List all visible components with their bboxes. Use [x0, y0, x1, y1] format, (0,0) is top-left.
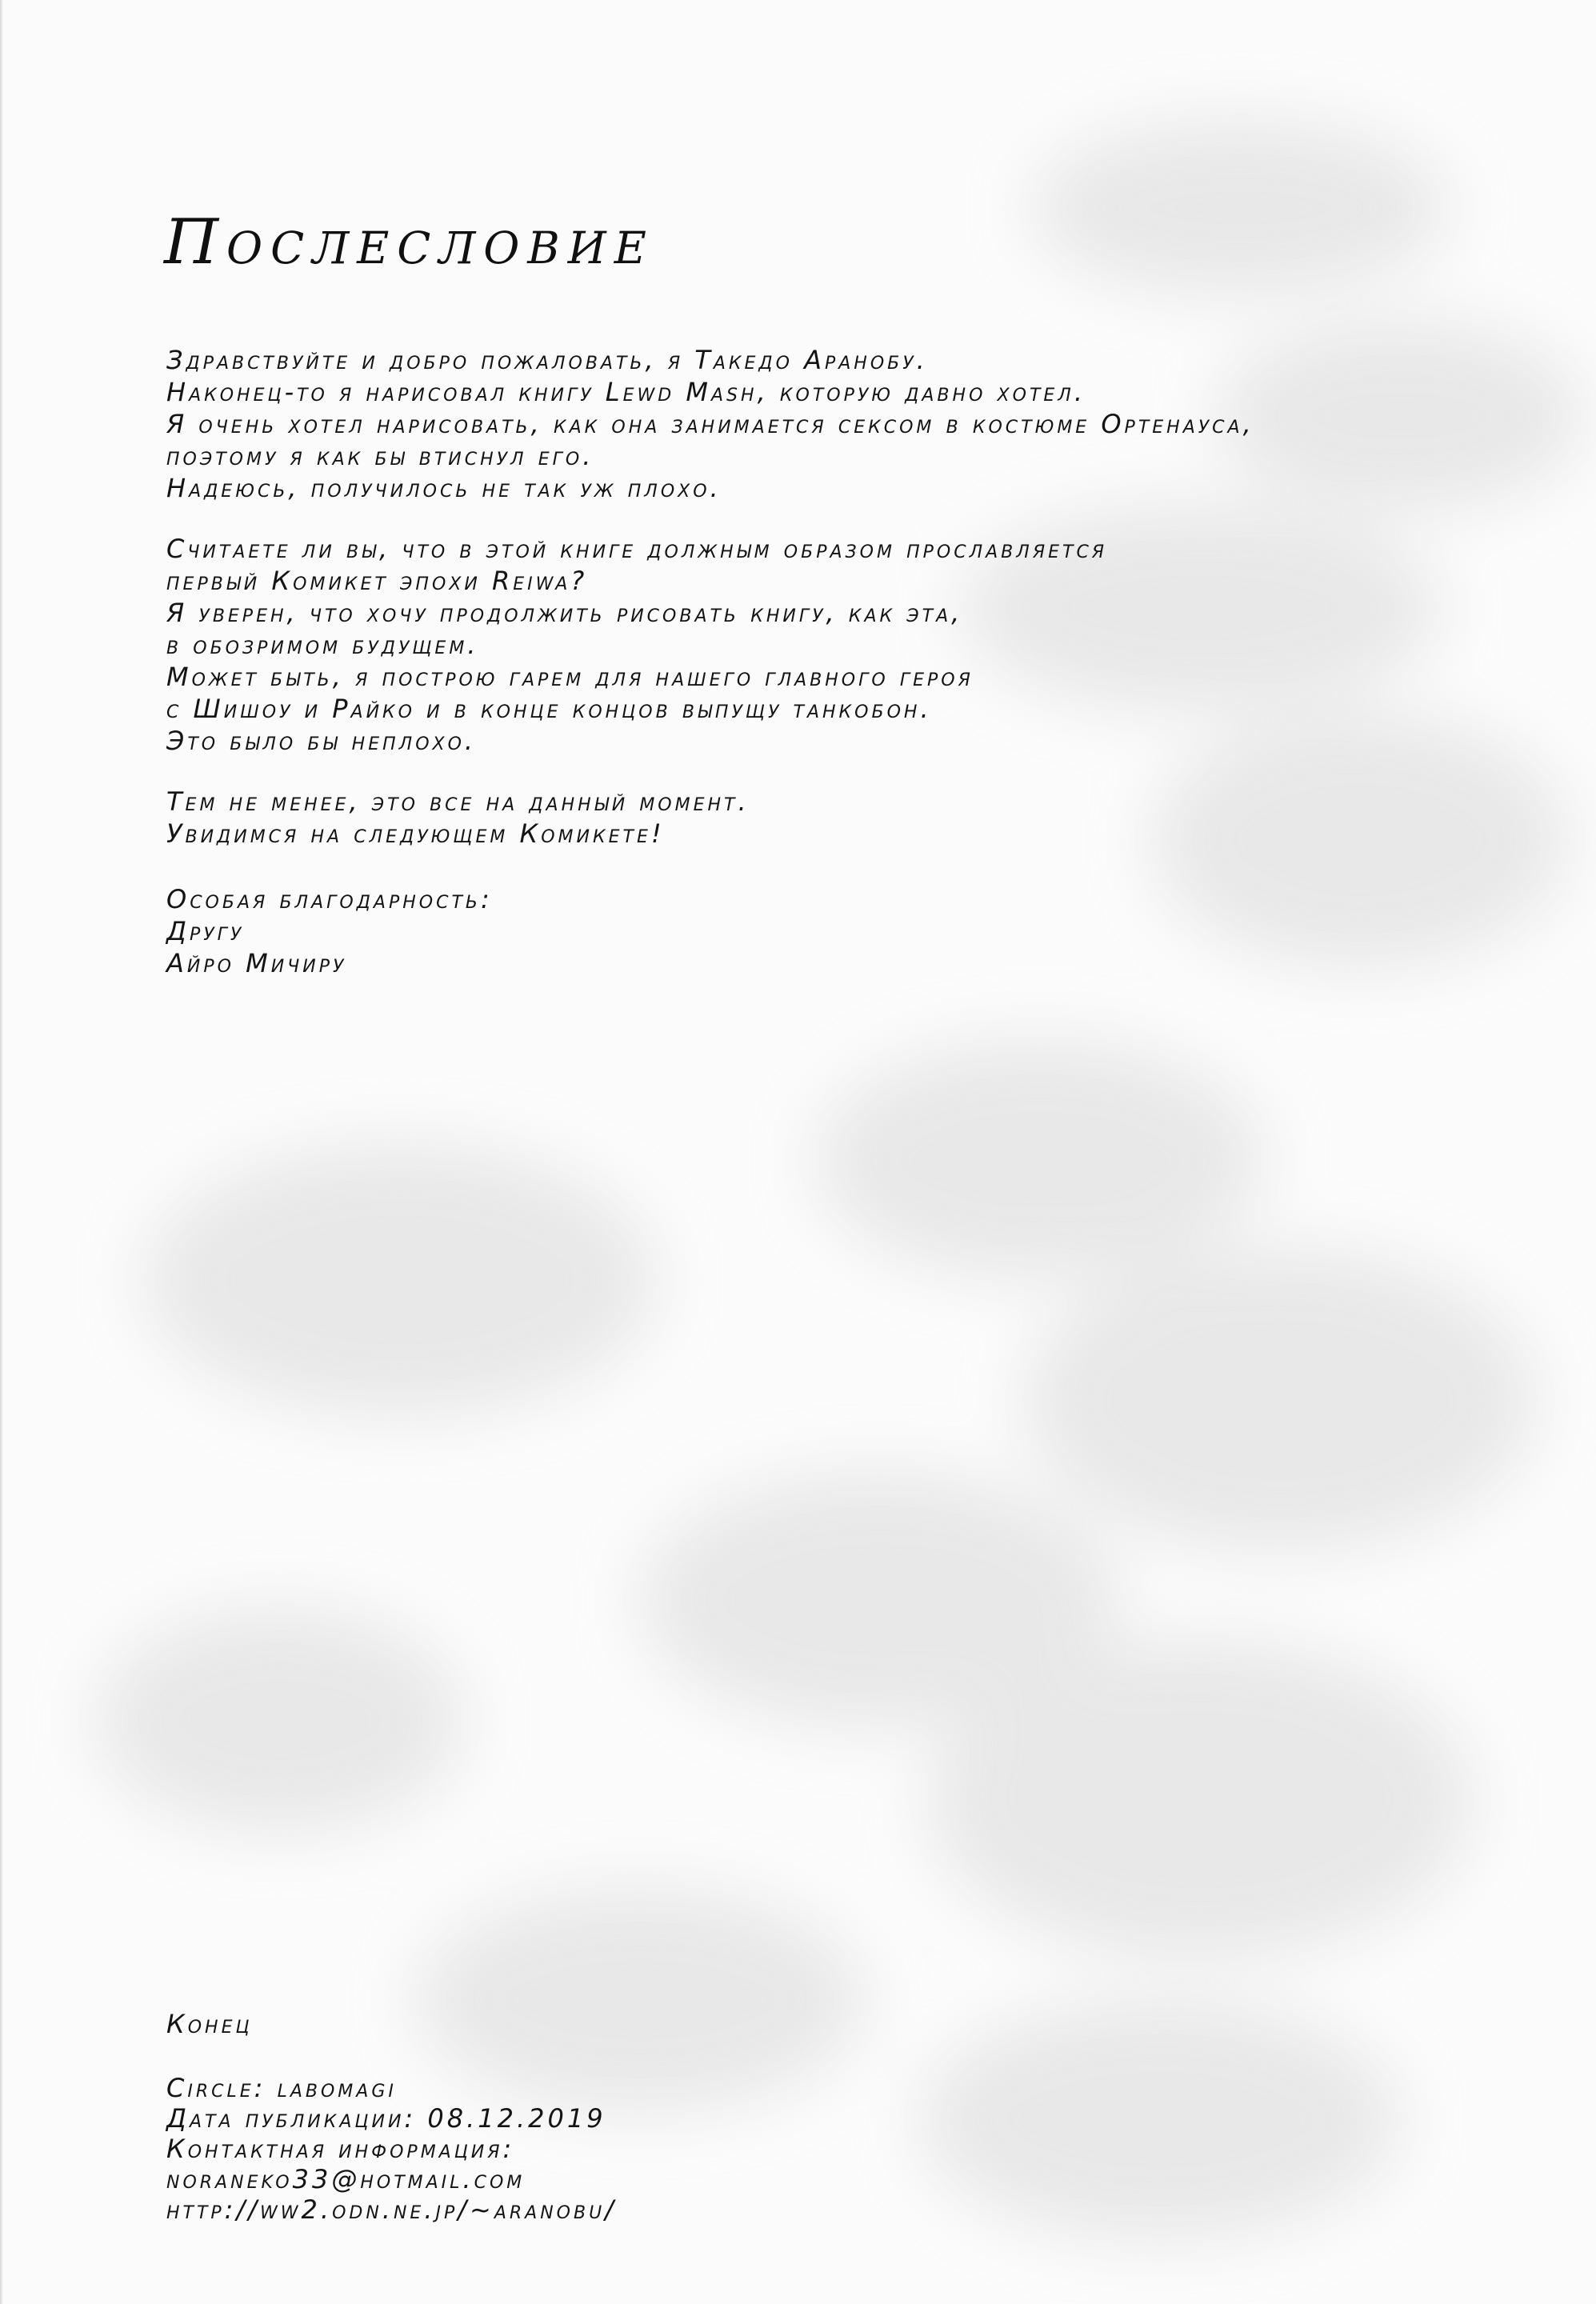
text-line: Тем не менее, это все на данный момент.	[166, 786, 750, 817]
text-line: Считаете ли вы, что в этой книге должным образом прославляется	[166, 534, 1108, 564]
text-line: Надеюсь, получилось не так уж плохо.	[166, 473, 722, 503]
page-title: Послесловие	[164, 206, 654, 278]
contact-email: noraneko33@hotmail.com	[166, 2164, 526, 2194]
contact-label: Контактная информация:	[166, 2134, 515, 2164]
thanks-name: Другу	[166, 916, 245, 946]
ending-label: Конец	[166, 2009, 253, 2039]
thanks-name: Айро Мичиру	[166, 948, 347, 978]
text-line: Может быть, я построю гарем для нашего главного героя	[166, 662, 974, 692]
text-line: Наконец-то я нарисовал книгу Lewd Mash, которую давно хотел.	[166, 377, 1086, 407]
text-line: поэтому я как бы втиснул его.	[166, 441, 594, 471]
text-line: в обозримом будущем.	[166, 630, 479, 660]
publication-date: Дата публикации: 08.12.2019	[166, 2103, 606, 2134]
circle-name: Circle: labomagi	[166, 2073, 397, 2103]
text-line: с Шишоу и Райко и в конце концов выпущу танкобон.	[166, 694, 932, 724]
text-line: Здравствуйте и добро пожаловать, я Такедо Аранобу.	[166, 345, 928, 375]
text-line: Я уверен, что хочу продолжить рисовать книгу, как эта,	[166, 598, 963, 628]
text-line: Я очень хотел нарисовать, как она занимается сексом в костюме Ортенауса,	[166, 409, 1254, 439]
text-line: Увидимся на следующем Комикете!	[166, 818, 665, 849]
text-line: Это было бы неплохо.	[166, 726, 477, 756]
thanks-heading: Особая благодарность:	[166, 884, 493, 914]
text-line: первый Комикет эпохи Reiwa?	[166, 566, 588, 596]
contact-url: http://ww2.odn.ne.jp/~aranobu/	[166, 2194, 617, 2225]
